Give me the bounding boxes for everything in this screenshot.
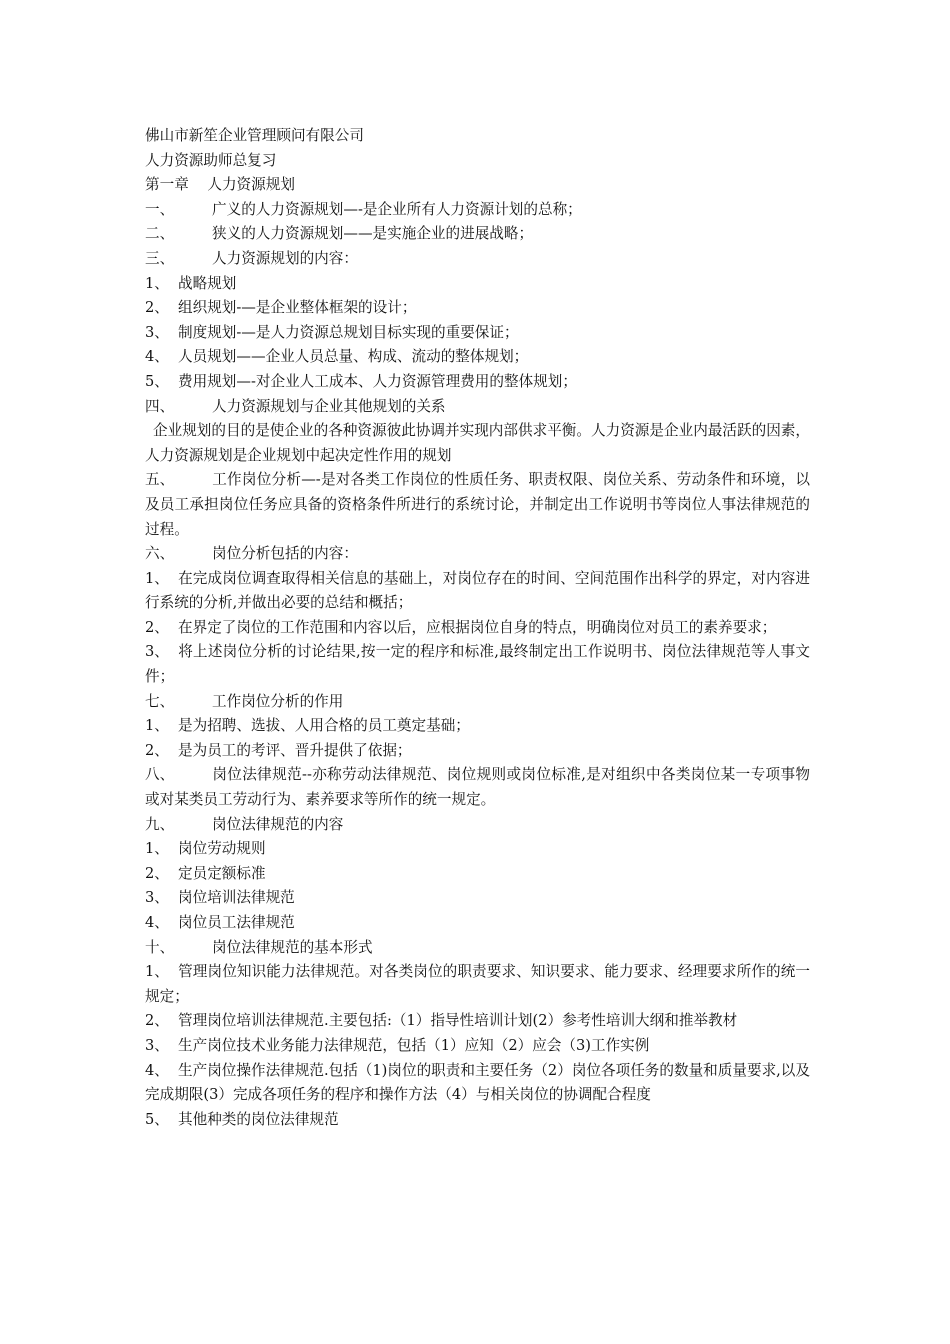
item-text: 费用规划—-对企业人工成本、人力资源管理费用的整体规划； bbox=[178, 372, 577, 390]
item-number: 4、 bbox=[145, 1061, 169, 1079]
list-item bbox=[145, 370, 810, 395]
section-number: 五、 bbox=[145, 471, 175, 489]
section-number: 六、 bbox=[145, 545, 175, 563]
item-number: 3、 bbox=[145, 643, 169, 661]
item-text: 战略规划 bbox=[178, 274, 237, 292]
item-number: 1、 bbox=[145, 717, 169, 735]
item-text: 岗位劳动规则 bbox=[178, 840, 266, 858]
list-item bbox=[145, 567, 810, 616]
item-text: 组织规划-—是企业整体框架的设计； bbox=[178, 299, 417, 317]
chapter-label: 第一章 bbox=[145, 176, 189, 194]
list-item bbox=[145, 714, 810, 739]
item-number: 3、 bbox=[145, 889, 169, 907]
section-number: 九、 bbox=[145, 815, 175, 833]
item-text: 岗位员工法律规范 bbox=[178, 914, 295, 931]
item-text: 生产岗位技术业务能力法律规范，包括（1）应知（2）应会（3)工作实例 bbox=[178, 1036, 650, 1054]
section-text: 人力资源规划的内容： bbox=[212, 249, 358, 267]
section-text: 岗位法律规范的基本形式 bbox=[212, 938, 373, 956]
list-item bbox=[145, 911, 810, 936]
item-text: 是为招聘、选拔、人用合格的员工奠定基础； bbox=[178, 717, 470, 735]
section-number: 一、 bbox=[145, 200, 175, 218]
item-number: 1、 bbox=[145, 963, 169, 981]
item-number: 3、 bbox=[145, 1036, 169, 1054]
item-text: 管理岗位培训法律规范.主要包括:（1）指导性培训计划(2）参考性培训大纲和推举教材 bbox=[178, 1012, 738, 1030]
item-number: 4、 bbox=[145, 914, 169, 931]
item-number: 2、 bbox=[145, 864, 169, 882]
section-1 bbox=[145, 198, 810, 223]
section-text: 岗位法律规范--亦称劳动法律规范、岗位规则或岗位标准,是对组织中各类岗位某一专项事物或对某类员工劳动行为、素养要求等所作的统一规定。 bbox=[145, 766, 810, 809]
item-number: 5、 bbox=[145, 1110, 169, 1128]
section-8 bbox=[145, 763, 810, 812]
item-number: 2、 bbox=[145, 299, 169, 317]
item-text: 管理岗位知识能力法律规范。对各类岗位的职责要求、知识要求、能力要求、经理要求所作的统一规定； bbox=[145, 963, 810, 1005]
section-4-paragraph: 企业规划的目的是使企业的各种资源彼此协调并实现内部供求平衡。人力资源是企业内最活跃的因素，人力资源规划是企业规划中起决定性作用的规划 bbox=[145, 422, 810, 464]
section-5 bbox=[145, 468, 810, 542]
list-item bbox=[145, 640, 810, 689]
item-text: 将上述岗位分析的讨论结果,按一定的程序和标准,最终制定出工作说明书、岗位法律规范等人事文件； bbox=[145, 643, 810, 686]
section-number: 三、 bbox=[145, 249, 175, 267]
list-item bbox=[145, 1059, 810, 1108]
section-number: 七、 bbox=[145, 692, 175, 710]
chapter-name: 人力资源规划 bbox=[207, 176, 295, 194]
section-10 bbox=[145, 936, 810, 961]
item-number: 1、 bbox=[145, 274, 169, 292]
item-number: 1、 bbox=[145, 840, 169, 858]
item-number: 2、 bbox=[145, 741, 169, 759]
item-text: 制度规划-—是人力资源总规划目标实现的重要保证； bbox=[178, 323, 519, 341]
document-title: 人力资源助师总复习 bbox=[145, 151, 277, 169]
item-number: 2、 bbox=[145, 618, 169, 636]
item-text: 岗位培训法律规范 bbox=[178, 889, 295, 907]
chapter-heading bbox=[145, 173, 810, 198]
list-item bbox=[145, 886, 810, 911]
list-item bbox=[145, 296, 810, 321]
list-item bbox=[145, 837, 810, 862]
list-item bbox=[145, 616, 810, 641]
item-text: 在完成岗位调查取得相关信息的基础上，对岗位存在的时间、空间范围作出科学的界定，对内容进行系统的分析,并做出必要的总结和概括； bbox=[145, 569, 810, 612]
section-text: 广义的人力资源规划—-是企业所有人力资源计划的总称； bbox=[212, 200, 582, 218]
section-text: 工作岗位分析的作用 bbox=[212, 692, 344, 710]
company-name: 佛山市新笙企业管理顾问有限公司 bbox=[145, 127, 364, 144]
item-text: 在界定了岗位的工作范围和内容以后，应根据岗位自身的特点，明确岗位对员工的素养要求； bbox=[178, 618, 777, 636]
section-number: 二、 bbox=[145, 225, 175, 243]
item-number: 3、 bbox=[145, 323, 169, 341]
item-text: 人员规划——企业人员总量、构成、流动的整体规划； bbox=[178, 348, 529, 366]
list-item bbox=[145, 1034, 810, 1059]
section-9 bbox=[145, 813, 810, 838]
list-item bbox=[145, 960, 810, 1009]
list-item bbox=[145, 862, 810, 887]
section-text: 工作岗位分析—-是对各类工作岗位的性质任务、职责权限、岗位关系、劳动条件和环境，以及员工承担岗位任务应具备的资格条件所进行的系统讨论，并制定出工作说明书等岗位人事法律规范的过程。 bbox=[145, 471, 810, 538]
item-text: 定员定额标准 bbox=[178, 864, 266, 882]
list-item bbox=[145, 739, 810, 764]
section-text: 岗位分析包括的内容： bbox=[212, 545, 358, 563]
section-text: 人力资源规划与企业其他规划的关系 bbox=[212, 397, 446, 415]
section-number: 四、 bbox=[145, 397, 175, 415]
list-item bbox=[145, 321, 810, 346]
section-3 bbox=[145, 247, 810, 272]
item-number: 1、 bbox=[145, 569, 169, 587]
section-number: 八、 bbox=[145, 766, 175, 784]
item-text: 生产岗位操作法律规范.包括（1)岗位的职责和主要任务（2）岗位各项任务的数量和质量要求,以及完成期限(3）完成各项任务的程序和操作方法（4）与相关岗位的协调配合程度 bbox=[145, 1061, 810, 1104]
section-6 bbox=[145, 542, 810, 567]
item-number: 5、 bbox=[145, 372, 169, 390]
list-item bbox=[145, 345, 810, 370]
section-2 bbox=[145, 222, 810, 247]
item-text: 是为员工的考评、晋升提供了依据； bbox=[178, 741, 412, 759]
section-7 bbox=[145, 690, 810, 715]
list-item bbox=[145, 272, 810, 297]
section-text: 岗位法律规范的内容 bbox=[212, 815, 344, 833]
item-number: 4、 bbox=[145, 348, 169, 366]
section-number: 十、 bbox=[145, 938, 175, 956]
document-body bbox=[145, 124, 810, 1132]
section-text: 狭义的人力资源规划——是实施企业的进展战略； bbox=[212, 225, 534, 243]
item-number: 2、 bbox=[145, 1012, 169, 1030]
item-text: 其他种类的岗位法律规范 bbox=[178, 1110, 339, 1128]
section-4 bbox=[145, 395, 810, 420]
list-item bbox=[145, 1009, 810, 1034]
list-item bbox=[145, 1108, 810, 1133]
